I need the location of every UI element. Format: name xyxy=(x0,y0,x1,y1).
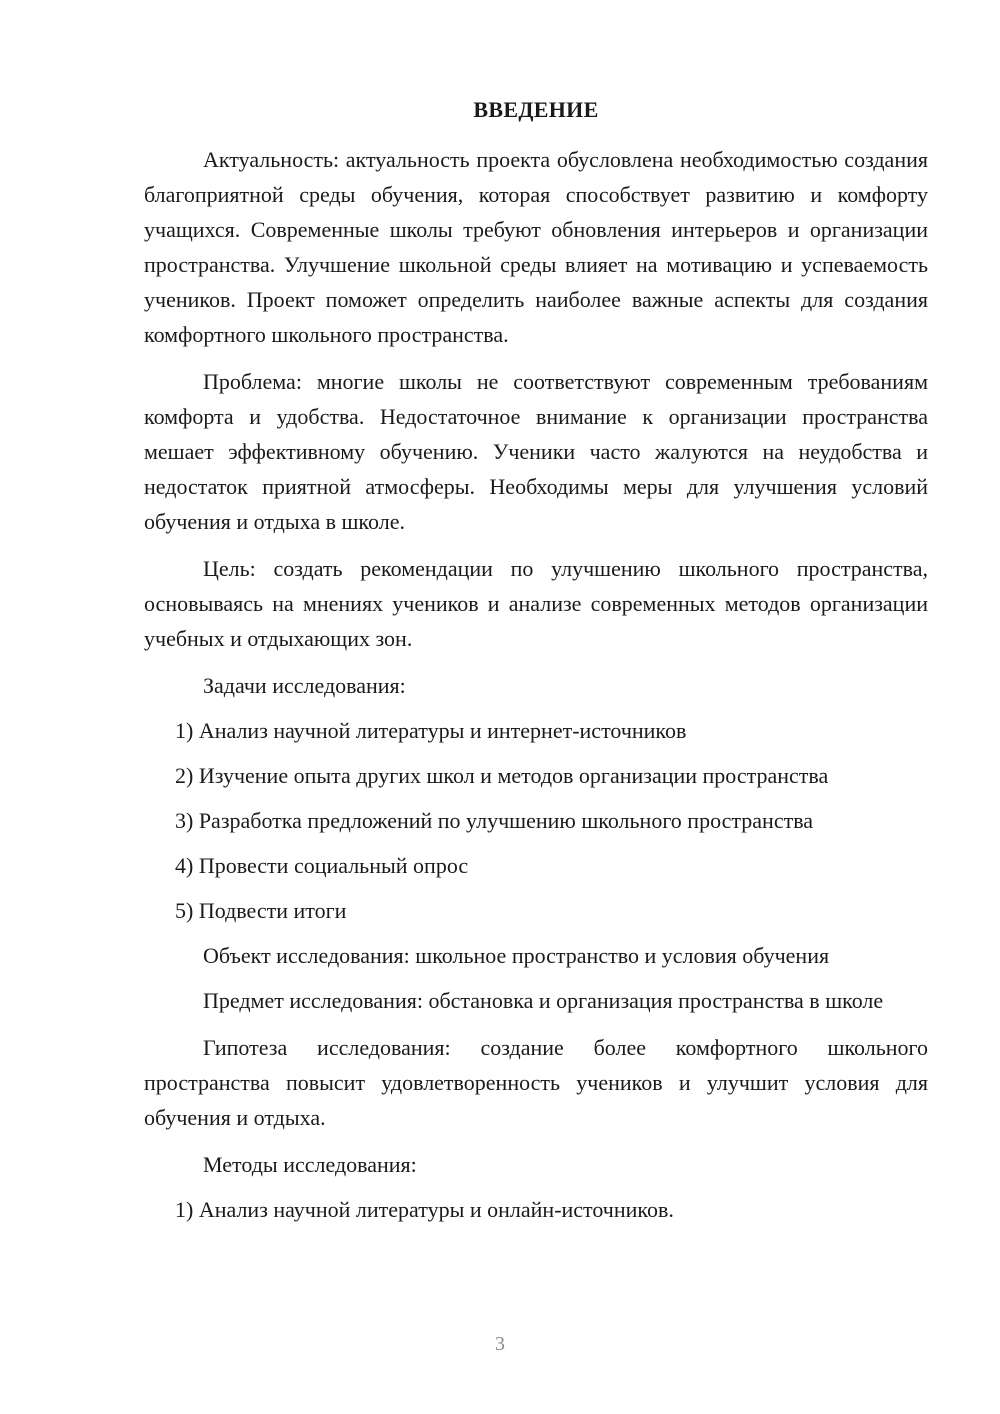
problem-paragraph: Проблема: многие школы не соответствуют современным требованиям комфорта и удобства. Недостаточное внимание к организации пространства мешает эффективному обучению. Ученики часто жалуются на неудобства и недостаток приятной атмосферы. Необходимы меры для улучшения условий обучения и отдыха в школе. xyxy=(144,369,928,534)
object-paragraph: Объект исследования: школьное пространство и условия обучения xyxy=(203,943,830,968)
tasks-heading: Задачи исследования: xyxy=(203,673,406,698)
page-number: 3 xyxy=(495,1333,505,1355)
list-item: 1) Анализ научной литературы и онлайн-источников. xyxy=(175,1197,674,1222)
list-item: 1) Анализ научной литературы и интернет-источников xyxy=(175,718,687,743)
tasks-list xyxy=(144,713,928,928)
methods-list xyxy=(144,1192,928,1227)
page-title: ВВЕДЕНИЕ xyxy=(473,97,599,122)
list-item: 3) Разработка предложений по улучшению школьного пространства xyxy=(175,808,814,833)
list-item: 2) Изучение опыта других школ и методов организации пространства xyxy=(175,763,829,788)
subject-paragraph: Предмет исследования: обстановка и организация пространства в школе xyxy=(203,988,884,1013)
methods-heading: Методы исследования: xyxy=(203,1152,417,1177)
relevance-paragraph: Актуальность: актуальность проекта обусловлена необходимостью создания благоприятной среды обучения, которая способствует развитию и комфорту учащихся. Современные школы требуют обновления интерьеров и организации пространства. Улучшение школьной среды влияет на мотивацию и успеваемость учеников. Проект поможет определить наиболее важные аспекты для создания комфортного школьного пространства. xyxy=(144,147,928,347)
list-item: 4) Провести социальный опрос xyxy=(175,853,469,878)
page-content xyxy=(144,94,928,1237)
goal-paragraph: Цель: создать рекомендации по улучшению школьного пространства, основываясь на мнениях учеников и анализе современных методов организации учебных и отдыхающих зон. xyxy=(144,556,928,651)
list-item: 5) Подвести итоги xyxy=(175,898,347,923)
hypothesis-paragraph: Гипотеза исследования: создание более комфортного школьного пространства повысит удовлетворенность учеников и улучшит условия для обучения и отдыха. xyxy=(144,1035,928,1130)
